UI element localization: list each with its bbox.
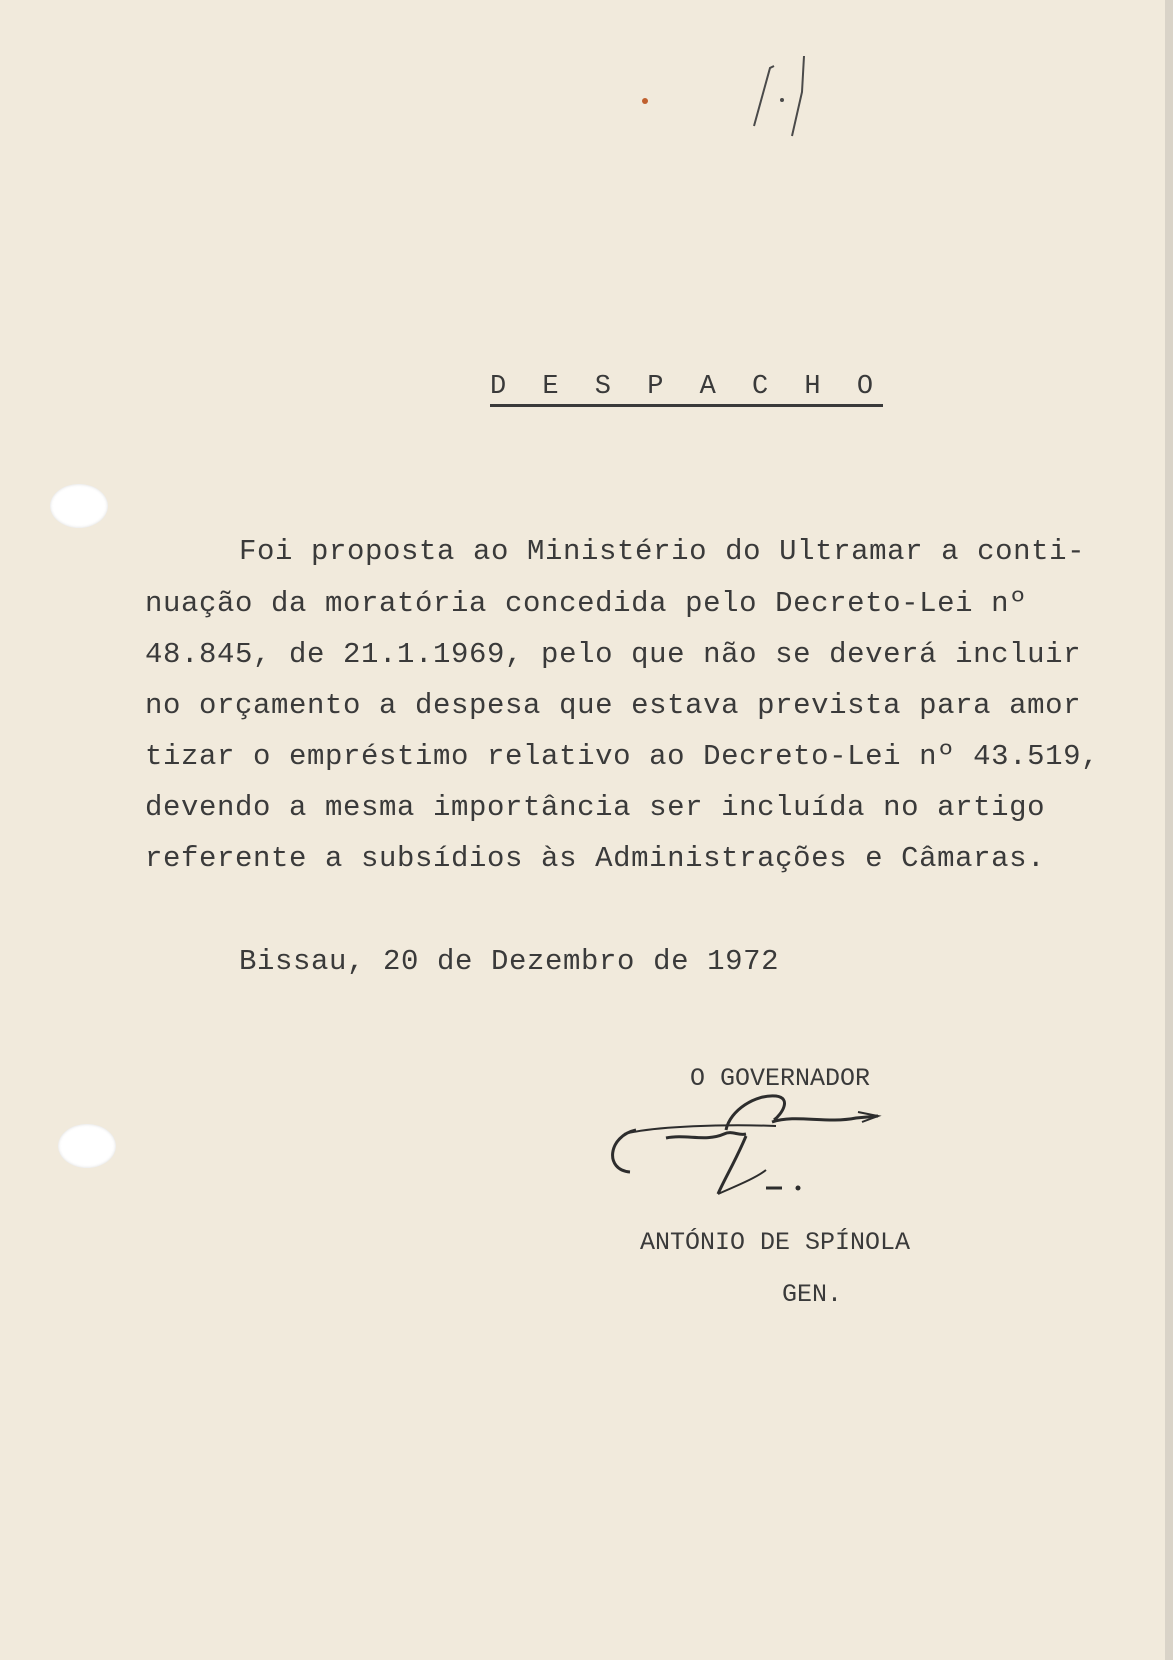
body-line: nuação da moratória concedida pelo Decreto-Lei nº xyxy=(145,587,1028,620)
page-edge xyxy=(1165,0,1173,1660)
body-line: tizar o empréstimo relativo ao Decreto-Lei nº 43.519, xyxy=(145,740,1100,773)
signer-name: ANTÓNIO DE SPÍNOLA xyxy=(640,1228,911,1257)
date-line: Bissau, 20 de Dezembro de 1972 xyxy=(239,945,780,978)
punch-hole-top xyxy=(50,484,108,528)
body-line: 48.845, de 21.1.1969, pelo que não se deverá incluir xyxy=(145,638,1082,671)
folio-handwriting-icon xyxy=(752,48,872,148)
punch-hole-bottom xyxy=(58,1124,116,1168)
body-line: no orçamento a despesa que estava prevista para amor xyxy=(145,689,1082,722)
document-title: D E S P A C H O xyxy=(490,372,883,407)
signatory-role: O GOVERNADOR xyxy=(690,1064,871,1093)
folio-mark xyxy=(752,48,872,148)
signature-icon xyxy=(606,1090,936,1210)
body-line: devendo a mesma importância ser incluída no artigo xyxy=(145,791,1046,824)
body-line: Foi proposta ao Ministério do Ultramar a conti- xyxy=(239,535,1086,568)
body-line: referente a subsídios às Administrações e Câmaras. xyxy=(145,842,1046,875)
signer-rank: GEN. xyxy=(782,1280,843,1309)
ink-speck xyxy=(642,98,648,104)
